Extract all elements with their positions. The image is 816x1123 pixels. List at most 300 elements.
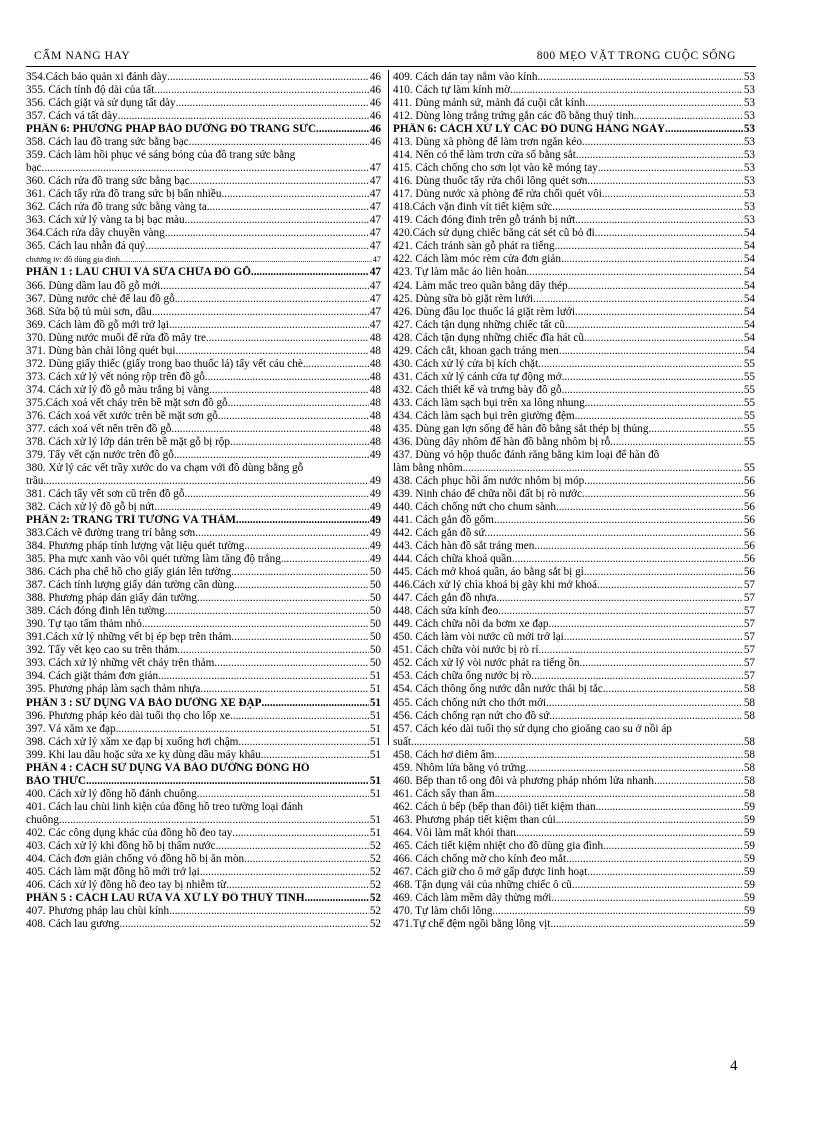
- toc-entry[interactable]: [393, 605, 755, 618]
- toc-entry[interactable]: [393, 384, 755, 397]
- toc-entry[interactable]: [393, 749, 755, 762]
- toc-entry[interactable]: [26, 97, 381, 110]
- toc-entry[interactable]: [393, 136, 755, 149]
- toc-entry[interactable]: [26, 736, 381, 749]
- toc-leader-dots: [562, 384, 743, 397]
- toc-entry[interactable]: [393, 188, 755, 201]
- toc-entry[interactable]: [393, 423, 755, 436]
- toc-entry[interactable]: [393, 683, 755, 696]
- toc-entry-title: 468. Tận dụng vải của những chiếc ô cũ: [393, 878, 572, 891]
- toc-leader-dots: [411, 736, 743, 749]
- toc-entry[interactable]: [393, 670, 755, 683]
- toc-entry[interactable]: [393, 488, 755, 501]
- toc-page-number: 54: [743, 253, 755, 266]
- toc-page-number: 46: [369, 97, 381, 110]
- toc-leader-dots: [549, 618, 743, 631]
- toc-entry[interactable]: [393, 566, 755, 579]
- toc-entry[interactable]: [393, 879, 755, 892]
- toc-entry-title: PHẦN 4 : CÁCH SỬ DỤNG VÀ BẢO DƯỠNG ĐỒNG HỒ: [26, 761, 310, 774]
- toc-entry[interactable]: [393, 788, 755, 801]
- toc-entry-title: 456. Cách chống rạn nứt cho đồ sứ: [393, 709, 550, 722]
- toc-entry[interactable]: [393, 410, 755, 423]
- toc-page-number: 57: [743, 657, 755, 670]
- toc-leader-dots: [648, 423, 742, 436]
- toc-entry-title: 403. Cách xử lý khi đồng hồ bị thấm nước: [26, 839, 216, 852]
- toc-page-number: 55: [743, 370, 755, 383]
- toc-entry[interactable]: [393, 97, 755, 110]
- toc-entry[interactable]: [26, 240, 381, 253]
- toc-entry-title: 443. Cách hàn đồ sắt tráng men: [393, 540, 535, 553]
- toc-entry-title: 470. Tự làm chổi lông: [393, 905, 493, 917]
- toc-page-number: 54: [743, 344, 755, 357]
- toc-page-number: 51: [369, 748, 381, 761]
- toc-entry[interactable]: [393, 723, 755, 736]
- toc-entry-title: PHẦN 6: PHƯƠNG PHÁP BẢO DƯỠNG ĐỒ TRANG SỨC: [26, 123, 317, 136]
- toc-entry[interactable]: [26, 527, 381, 540]
- toc-entry[interactable]: [393, 710, 755, 723]
- toc-leader-dots: [303, 358, 369, 371]
- toc-entry-title: 462. Cách ủ bếp (bếp than đôi) tiết kiệm than: [393, 800, 596, 813]
- page-number: 4: [730, 1058, 738, 1074]
- toc-page-number: 52: [369, 839, 381, 852]
- toc-entry[interactable]: [393, 240, 755, 253]
- toc-entry[interactable]: [26, 397, 381, 410]
- toc-entry-title: 413. Dùng xà phòng để làm trơn ngăn kéo: [393, 136, 582, 149]
- toc-page-number: 46: [369, 136, 381, 149]
- toc-leader-dots: [118, 110, 369, 123]
- toc-entry[interactable]: [26, 175, 381, 188]
- toc-entry[interactable]: [393, 827, 755, 840]
- toc-entry[interactable]: [26, 384, 381, 397]
- toc-leader-dots: [575, 410, 743, 423]
- toc-page-number: 57: [743, 579, 755, 592]
- toc-entry-title: PHẦN 5 : CÁCH LAU RỬA VÀ XỬ LÝ ĐỒ THUỶ TINH: [26, 891, 305, 904]
- toc-entry-title: PHẦN 6: CÁCH XỬ LÝ CÁC ĐỒ DÙNG HÀNG NGÀY: [393, 123, 666, 136]
- toc-entry[interactable]: [26, 71, 381, 84]
- toc-entry[interactable]: [393, 280, 755, 293]
- toc-entry-title: 414. Nến có thể làm trơn cửa sổ bằng sắt: [393, 149, 576, 162]
- toc-page-number: 59: [743, 813, 755, 826]
- toc-entry[interactable]: [393, 644, 755, 657]
- toc-entry-title: 364.Cách rửa dây chuyền vàng: [26, 227, 165, 240]
- toc-page-number: 59: [743, 865, 755, 878]
- toc-leader-dots: [538, 358, 743, 371]
- toc-entry-title: 437. Dùng vỏ hộp thuốc đánh răng bằng kim loại để hàn đồ: [393, 448, 660, 461]
- toc-leader-dots: [59, 814, 369, 827]
- toc-entry[interactable]: [393, 475, 755, 488]
- toc-entry[interactable]: [393, 253, 755, 266]
- toc-entry-title: chương iv: đồ dùng gia đình: [26, 255, 120, 265]
- toc-entry[interactable]: [393, 449, 755, 462]
- toc-entry[interactable]: [26, 136, 381, 149]
- toc-entry[interactable]: [26, 710, 381, 723]
- toc-page-number: 48: [369, 370, 381, 383]
- toc-entry[interactable]: [26, 683, 381, 696]
- toc-entry-title: 471.Tự chế đệm ngồi bằng lông vịt: [393, 918, 551, 931]
- toc-entry[interactable]: [26, 371, 381, 384]
- toc-entry[interactable]: [26, 657, 381, 670]
- toc-entry-title: 372. Dùng giấy thiếc (giấy trong bao thuốc lá) tẩy vết cáu chè: [26, 357, 303, 370]
- toc-entry-title: 458. Cách hơ diêm ẩm: [393, 748, 495, 761]
- toc-entry[interactable]: [26, 670, 381, 683]
- toc-entry-title: 382. Cách xử lý đồ gỗ bị nứt: [26, 501, 155, 514]
- toc-entry-title: 389. Cách đóng đinh lên tường: [26, 605, 165, 618]
- toc-entry-title: 404. Cách đơn giản chống vỏ đồng hồ bị ăn mòn: [26, 852, 245, 865]
- toc-entry[interactable]: [393, 736, 755, 749]
- toc-page-number: 50: [369, 657, 381, 670]
- toc-leader-dots: [169, 319, 369, 332]
- toc-entry[interactable]: [26, 214, 381, 227]
- toc-entry-title: 354.Cách bảo quản xi đánh dày: [26, 71, 168, 83]
- toc-entry[interactable]: [393, 892, 755, 905]
- toc-leader-dots: [495, 788, 743, 801]
- toc-leader-dots: [598, 162, 743, 175]
- toc-entry-title: 415. Cách chống cho sơn lọt vào kẽ móng tay: [393, 162, 598, 175]
- toc-page-number: 46: [369, 84, 381, 97]
- toc-entry-title: 461. Cách sấy than ẩm: [393, 787, 495, 800]
- toc-entry-title: PHẦN 3 : SỬ DỤNG VÀ BẢO DƯỠNG XE ĐẠP: [26, 696, 262, 709]
- toc-entry-title: suất: [393, 735, 412, 748]
- toc-page-number: 56: [743, 514, 755, 527]
- toc-entry[interactable]: [26, 84, 381, 97]
- toc-leader-dots: [145, 240, 369, 253]
- toc-page-number: 47: [369, 162, 381, 175]
- toc-entry-title: 378. Cách xử lý lớp dán trên bề mặt gỗ bị rộp: [26, 435, 230, 448]
- toc-page-number: 49: [369, 501, 381, 514]
- toc-page-number: 53: [743, 149, 755, 162]
- toc-entry[interactable]: [393, 227, 755, 240]
- toc-entry-title: 421. Cách tránh sàn gỗ phát ra tiếng: [393, 240, 555, 253]
- toc-entry[interactable]: [26, 436, 381, 449]
- toc-entry[interactable]: [26, 162, 381, 175]
- toc-leader-dots: [576, 149, 743, 162]
- toc-page-number: 50: [369, 592, 381, 605]
- toc-entry[interactable]: [26, 631, 381, 644]
- toc-page-number: 47: [369, 305, 381, 318]
- toc-entry-title: 410. Cách tự làm kính mờ: [393, 84, 511, 97]
- toc-entry[interactable]: [26, 592, 381, 605]
- toc-page-number: 51: [369, 709, 381, 722]
- toc-entry[interactable]: [26, 749, 381, 762]
- toc-entry[interactable]: [26, 566, 381, 579]
- toc-entry-title: 357. Cách vá tất dày: [26, 110, 118, 123]
- toc-entry-title: 361. Cách tẩy rửa đồ trang sức bị bẩn nhiều: [26, 188, 222, 201]
- toc-entry[interactable]: [393, 918, 755, 931]
- toc-entry[interactable]: [26, 423, 381, 436]
- toc-entry-title: 425. Dùng sữa bò giặt rèm lưới: [393, 292, 534, 305]
- toc-entry[interactable]: [26, 110, 381, 123]
- toc-page-number: 46: [369, 123, 381, 136]
- toc-entry[interactable]: [26, 306, 381, 319]
- toc-leader-dots: [205, 371, 369, 384]
- toc-page-number: 53: [743, 201, 755, 214]
- toc-page-number: 51: [369, 722, 381, 735]
- toc-section-heading[interactable]: [26, 762, 381, 775]
- toc-entry[interactable]: [26, 462, 381, 475]
- toc-page-number: 56: [743, 527, 755, 540]
- toc-entry-title: 460. Bếp than tổ ong đôi và phương pháp nhóm lửa nhanh: [393, 774, 655, 787]
- toc-entry[interactable]: [26, 853, 381, 866]
- toc-entry-title: 374. Cách xử lý đồ gỗ màu trắng bị vàng: [26, 383, 210, 396]
- toc-leader-dots: [602, 188, 743, 201]
- toc-section-heading[interactable]: [393, 123, 755, 136]
- toc-entry[interactable]: [393, 801, 755, 814]
- toc-page-number: 48: [369, 409, 381, 422]
- toc-entry[interactable]: [26, 449, 381, 462]
- toc-entry[interactable]: [393, 618, 755, 631]
- toc-entry[interactable]: [26, 188, 381, 201]
- toc-entry[interactable]: [393, 358, 755, 371]
- toc-leader-dots: [160, 280, 369, 293]
- toc-page-number: 48: [369, 331, 381, 344]
- toc-entry-title: 422. Cách làm móc rèm cửa đơn giản: [393, 253, 561, 266]
- toc-entry[interactable]: [393, 853, 755, 866]
- toc-entry[interactable]: [26, 253, 381, 266]
- toc-entry-title: 452. Cách xử lý vòi nước phát ra tiếng ồn: [393, 657, 580, 670]
- toc-leader-dots: [251, 266, 369, 279]
- toc-entry[interactable]: [393, 84, 755, 97]
- toc-entry[interactable]: [393, 553, 755, 566]
- toc-page-number: 49: [369, 540, 381, 553]
- toc-entry[interactable]: [26, 644, 381, 657]
- toc-leader-dots: [175, 293, 369, 306]
- toc-entry[interactable]: [393, 293, 755, 306]
- toc-page-number: 48: [369, 357, 381, 370]
- toc-entry[interactable]: [26, 866, 381, 879]
- toc-entry[interactable]: [393, 514, 755, 527]
- toc-page-number: 54: [743, 305, 755, 318]
- toc-leader-dots: [221, 188, 368, 201]
- toc-entry[interactable]: [393, 319, 755, 332]
- toc-entry[interactable]: [393, 332, 755, 345]
- toc-entry[interactable]: [26, 918, 381, 931]
- toc-entry-title: 383.Cách vẽ đường trang trí bằng sơn: [26, 527, 196, 540]
- toc-entry[interactable]: [393, 306, 755, 319]
- toc-leader-dots: [42, 162, 369, 175]
- toc-entry-title: 358. Cách lau đồ trang sức bằng bạc: [26, 136, 189, 149]
- toc-page-number: 56: [743, 540, 755, 553]
- toc-entry[interactable]: [26, 827, 381, 840]
- toc-entry-title: 431. Cách xử lý cánh cửa tự động mở: [393, 370, 562, 383]
- toc-entry[interactable]: [393, 371, 755, 384]
- toc-entry[interactable]: [26, 840, 381, 853]
- toc-page-number: 47: [369, 240, 381, 253]
- running-header: [26, 48, 756, 67]
- toc-section-heading[interactable]: [26, 892, 381, 905]
- toc-entry[interactable]: [26, 501, 381, 514]
- toc-page-number: 57: [743, 644, 755, 657]
- header-left-title: CẨM NANG HAY: [34, 50, 131, 62]
- toc-entry[interactable]: [26, 475, 381, 488]
- toc-entry[interactable]: [393, 579, 755, 592]
- toc-entry-title: 408. Cách lau gương: [26, 918, 120, 931]
- toc-entry-title: 369. Cách làm đồ gỗ mới trở lại: [26, 318, 169, 331]
- toc-leader-dots: [537, 71, 742, 84]
- toc-leader-dots: [572, 879, 743, 892]
- toc-entry[interactable]: [26, 788, 381, 801]
- toc-page-number: 53: [743, 188, 755, 201]
- toc-entry[interactable]: [393, 71, 755, 84]
- toc-leader-dots: [185, 214, 369, 227]
- toc-entry-title: 391.Cách xử lý những vết bị ép bẹp trên thảm: [26, 631, 232, 644]
- toc-entry[interactable]: [393, 697, 755, 710]
- toc-entry-title: 390. Tự tạo tấm thảm nhỏ: [26, 618, 142, 631]
- toc-entry[interactable]: [393, 110, 755, 123]
- toc-page-number: 58: [743, 696, 755, 709]
- toc-entry[interactable]: [393, 631, 755, 644]
- toc-entry[interactable]: [393, 345, 755, 358]
- toc-entry[interactable]: [26, 293, 381, 306]
- toc-entry[interactable]: [393, 436, 755, 449]
- toc-entry-title: 451. Cách chữa vòi nước bị rò rỉ: [393, 644, 539, 657]
- toc-entry-title: 438. Cách phục hồi ấm nước nhôm bị móp: [393, 474, 585, 487]
- toc-entry-title: 445. Cách mở khoá quần, áo bằng sắt bị gỉ: [393, 566, 584, 579]
- toc-page-number: 52: [369, 852, 381, 865]
- toc-entry[interactable]: [26, 618, 381, 631]
- toc-entry[interactable]: [26, 280, 381, 293]
- toc-entry[interactable]: [393, 840, 755, 853]
- toc-entry[interactable]: [26, 488, 381, 501]
- toc-entry-title: 375.Cách xoá vết cháy trên bề mặt sơn đồ gỗ: [26, 396, 228, 409]
- toc-entry-title: 442. Cách gắn đồ sứ: [393, 527, 485, 540]
- toc-right-column: [393, 71, 755, 931]
- toc-entry[interactable]: [26, 814, 381, 827]
- toc-entry-title: 396. Phương pháp kéo dài tuổi thọ cho lốp xe: [26, 709, 231, 722]
- toc-leader-dots: [174, 449, 369, 462]
- toc-entry[interactable]: [393, 501, 755, 514]
- toc-leader-dots: [603, 683, 743, 696]
- toc-leader-dots: [281, 553, 369, 566]
- toc-entry[interactable]: [26, 201, 381, 214]
- toc-page-number: 57: [743, 631, 755, 644]
- toc-leader-dots: [261, 697, 368, 710]
- toc-section-heading[interactable]: [26, 123, 381, 136]
- toc-leader-dots: [485, 527, 743, 540]
- toc-entry[interactable]: [26, 540, 381, 553]
- toc-entry-title: 399. Khi lau dầu hoặc sửa xe kỵ dùng dầu máy khâu: [26, 748, 261, 761]
- toc-entry[interactable]: [393, 592, 755, 605]
- toc-leader-dots: [549, 710, 743, 723]
- toc-entry[interactable]: [393, 657, 755, 670]
- toc-entry-title: 363. Cách xử lý vàng ta bị bạc màu: [26, 214, 185, 227]
- toc-page-number: 55: [743, 396, 755, 409]
- toc-entry[interactable]: [26, 553, 381, 566]
- toc-entry[interactable]: [26, 149, 381, 162]
- toc-leader-dots: [154, 501, 368, 514]
- toc-entry-title: 444. Cách chữa khoá quần: [393, 553, 512, 566]
- toc-section-heading[interactable]: [26, 697, 381, 710]
- toc-entry[interactable]: [26, 410, 381, 423]
- toc-entry[interactable]: [26, 605, 381, 618]
- toc-entry[interactable]: [26, 358, 381, 371]
- toc-entry[interactable]: [393, 175, 755, 188]
- toc-entry-title: 398. Cách xử lý xăm xe đạp bị xuống hơi chậm: [26, 735, 239, 748]
- toc-entry[interactable]: [393, 162, 755, 175]
- toc-page-number: 55: [743, 383, 755, 396]
- toc-page-number: 47: [372, 255, 381, 265]
- toc-leader-dots: [177, 644, 368, 657]
- toc-page-number: 56: [743, 501, 755, 514]
- toc-page-number: 53: [743, 162, 755, 175]
- toc-entry[interactable]: [393, 527, 755, 540]
- toc-entry-title: 453. Cách chữa ống nước bị rò: [393, 670, 532, 683]
- toc-page-number: 48: [369, 435, 381, 448]
- toc-page-number: 56: [743, 566, 755, 579]
- toc-section-heading[interactable]: [26, 775, 381, 788]
- toc-entry[interactable]: [26, 579, 381, 592]
- toc-page-number: 47: [369, 188, 381, 201]
- toc-page-number: 53: [743, 110, 755, 123]
- toc-entry[interactable]: [393, 266, 755, 279]
- toc-leader-dots: [550, 918, 742, 931]
- toc-entry-title: 417. Dùng nước xà phòng để rửa chổi quét vôi: [393, 188, 602, 201]
- toc-entry[interactable]: [26, 319, 381, 332]
- toc-entry[interactable]: [393, 905, 755, 918]
- toc-leader-dots: [171, 423, 368, 436]
- toc-page-number: 54: [743, 279, 755, 292]
- toc-page-number: 53: [743, 84, 755, 97]
- toc-entry[interactable]: [393, 201, 755, 214]
- toc-entry[interactable]: [26, 332, 381, 345]
- toc-entry-title: 373. Cách xử lý vết nóng rộp trên đồ gỗ: [26, 370, 205, 383]
- toc-leader-dots: [596, 801, 743, 814]
- toc-entry-title: 432. Cách thiết kế và trưng bày đồ gỗ: [393, 383, 562, 396]
- toc-entry[interactable]: [393, 762, 755, 775]
- toc-entry[interactable]: [393, 149, 755, 162]
- toc-leader-dots: [195, 527, 369, 540]
- toc-entry-title: 418.Cách vặn đinh vít tiết kiệm sức: [393, 201, 553, 214]
- toc-leader-dots: [587, 175, 742, 188]
- toc-page-number: 51: [369, 670, 381, 683]
- toc-entry[interactable]: [393, 214, 755, 227]
- toc-entry[interactable]: [26, 227, 381, 240]
- toc-page-number: 57: [743, 605, 755, 618]
- toc-leader-dots: [244, 540, 368, 553]
- toc-page-number: 47: [369, 279, 381, 292]
- toc-page-number: 55: [743, 422, 755, 435]
- toc-leader-dots: [587, 866, 743, 879]
- toc-entry[interactable]: [26, 345, 381, 358]
- toc-entry[interactable]: [393, 814, 755, 827]
- toc-entry[interactable]: [393, 540, 755, 553]
- toc-leader-dots: [226, 879, 369, 892]
- toc-entry-title: 359. Cách làm hồi phục vẻ sáng bóng của đồ trang sức bằng: [26, 149, 296, 162]
- toc-entry[interactable]: [26, 905, 381, 918]
- toc-entry[interactable]: [26, 801, 381, 814]
- toc-page-number: 59: [743, 839, 755, 852]
- toc-page-number: 49: [369, 488, 381, 500]
- toc-entry[interactable]: [393, 866, 755, 879]
- toc-entry-title: 427. Cách tận dụng những chiếc tất cũ: [393, 318, 565, 331]
- toc-entry[interactable]: [393, 397, 755, 410]
- toc-entry-title: 436. Dùng dây nhôm để hàn đồ bằng nhôm bị rỗ: [393, 435, 611, 448]
- toc-entry[interactable]: [393, 775, 755, 788]
- toc-entry-title: 426. Dùng đầu lọc thuốc lá giặt rèm lưới: [393, 305, 575, 318]
- toc-entry[interactable]: [26, 723, 381, 736]
- toc-section-heading[interactable]: [26, 514, 381, 527]
- toc-entry-title: chuông: [26, 813, 59, 826]
- toc-entry-title: 360. Cách rửa đồ trang sức bằng bạc: [26, 175, 190, 188]
- toc-leader-dots: [492, 905, 742, 918]
- toc-entry[interactable]: [26, 879, 381, 892]
- toc-leader-dots: [244, 853, 369, 866]
- toc-leader-dots: [582, 136, 743, 149]
- toc-entry-title: 428. Cách tận dụng những chiếc đĩa hát cũ: [393, 331, 584, 344]
- toc-leader-dots: [516, 827, 743, 840]
- toc-entry-title: 400. Cách xử lý đồng hồ đánh chuông: [26, 787, 197, 800]
- toc-section-heading[interactable]: [26, 266, 381, 279]
- toc-entry[interactable]: [393, 462, 755, 475]
